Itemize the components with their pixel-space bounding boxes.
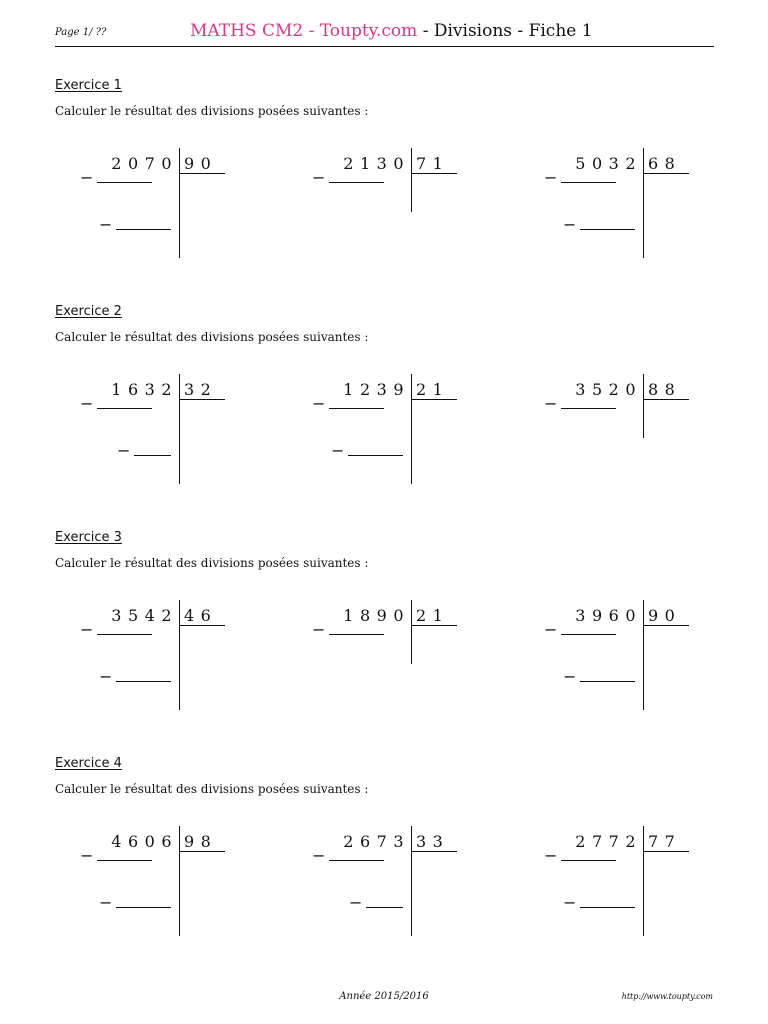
division-problem [80,606,230,726]
site-title: MATHS CM2 - Toupty.com [190,21,418,41]
footer-url: http://www.toupty.com [621,992,713,1001]
dividend: 2130 [343,154,410,173]
division-vertical-bar [179,826,180,936]
page-number: Page 1/ ?? [55,27,107,38]
division-vertical-bar [411,826,412,936]
minus-sign: − [99,667,113,686]
division-problem [312,380,462,500]
divisor: 98 [184,832,218,851]
divisor: 46 [184,606,218,625]
exercise-instruction: Calculer le résultat des divisions posées suivantes : [55,556,369,570]
divisor-underline [643,399,689,400]
subtraction-line [329,408,384,409]
footer-year: Année 2015/2016 [339,991,429,1002]
division-vertical-bar [179,374,180,484]
dividend: 2772 [575,832,642,851]
division-vertical-bar [643,148,644,258]
divisor-underline [179,851,225,852]
divisor-underline [179,625,225,626]
dividend: 3520 [575,380,642,399]
division-vertical-bar [411,148,412,212]
divisor: 68 [648,154,682,173]
minus-sign: − [544,620,558,639]
worksheet-title: - Divisions - Fiche 1 [417,21,593,41]
dividend: 5032 [575,154,642,173]
division-problem [544,154,694,274]
minus-sign: − [312,846,326,865]
divisor-underline [411,851,457,852]
divisor-underline [411,399,457,400]
subtraction-line [329,860,384,861]
minus-sign: − [312,620,326,639]
division-problem [80,832,230,952]
division-problem [544,380,694,500]
page-title [190,21,593,41]
dividend: 3542 [111,606,178,625]
minus-sign: − [563,215,577,234]
minus-sign: − [331,441,345,460]
subtraction-line [348,455,403,456]
minus-sign: − [80,620,94,639]
division-problem [312,606,462,726]
exercise-instruction: Calculer le résultat des divisions posées suivantes : [55,330,369,344]
divisor-underline [179,173,225,174]
minus-sign: − [80,394,94,413]
division-problem [544,606,694,726]
subtraction-line [329,634,384,635]
divisor-underline [411,173,457,174]
dividend: 2673 [343,832,410,851]
subtraction-line [97,634,152,635]
dividend: 3960 [575,606,642,625]
minus-sign: − [80,168,94,187]
minus-sign: − [312,394,326,413]
minus-sign: − [349,893,363,912]
minus-sign: − [99,215,113,234]
exercise-1 [0,78,768,304]
divisor-underline [179,399,225,400]
division-vertical-bar [179,148,180,258]
exercise-2 [0,304,768,530]
exercise-title: Exercice 3 [55,530,122,545]
subtraction-line [561,860,616,861]
division-problem [312,154,462,274]
subtraction-line [116,229,171,230]
division-problem [80,154,230,274]
subtraction-line [116,907,171,908]
minus-sign: − [563,667,577,686]
divisor-underline [643,851,689,852]
divisor: 33 [416,832,450,851]
divisor: 77 [648,832,682,851]
subtraction-line [97,408,152,409]
minus-sign: − [563,893,577,912]
exercise-instruction: Calculer le résultat des divisions posées suivantes : [55,782,369,796]
divisor: 21 [416,606,450,625]
exercise-title: Exercice 1 [55,78,122,93]
subtraction-line [97,860,152,861]
dividend: 4606 [111,832,178,851]
minus-sign: − [312,168,326,187]
minus-sign: − [544,168,558,187]
division-vertical-bar [179,600,180,710]
division-vertical-bar [411,374,412,484]
subtraction-line [329,182,384,183]
minus-sign: − [544,394,558,413]
dividend: 1632 [111,380,178,399]
dividend: 1239 [343,380,410,399]
subtraction-line [561,182,616,183]
division-problem [80,380,230,500]
division-vertical-bar [643,374,644,438]
exercise-title: Exercice 2 [55,304,122,319]
divisor: 88 [648,380,682,399]
minus-sign: − [544,846,558,865]
divisor: 90 [184,154,218,173]
subtraction-line [580,907,635,908]
minus-sign: − [80,846,94,865]
subtraction-line [580,229,635,230]
division-vertical-bar [411,600,412,664]
minus-sign: − [99,893,113,912]
divisor-underline [643,625,689,626]
subtraction-line [97,182,152,183]
divisor: 90 [648,606,682,625]
exercise-title: Exercice 4 [55,756,122,771]
divisor: 71 [416,154,450,173]
exercise-3 [0,530,768,756]
dividend: 1890 [343,606,410,625]
exercise-instruction: Calculer le résultat des divisions posées suivantes : [55,104,369,118]
divisor-underline [643,173,689,174]
subtraction-line [580,681,635,682]
subtraction-line [116,681,171,682]
dividend: 2070 [111,154,178,173]
division-problem [544,832,694,952]
minus-sign: − [117,441,131,460]
division-vertical-bar [643,826,644,936]
subtraction-line [561,408,616,409]
divisor: 21 [416,380,450,399]
divisor: 32 [184,380,218,399]
header-rule [55,46,714,47]
subtraction-line [366,907,403,908]
subtraction-line [561,634,616,635]
subtraction-line [134,455,171,456]
division-vertical-bar [643,600,644,710]
divisor-underline [411,625,457,626]
exercise-4 [0,756,768,982]
division-problem [312,832,462,952]
